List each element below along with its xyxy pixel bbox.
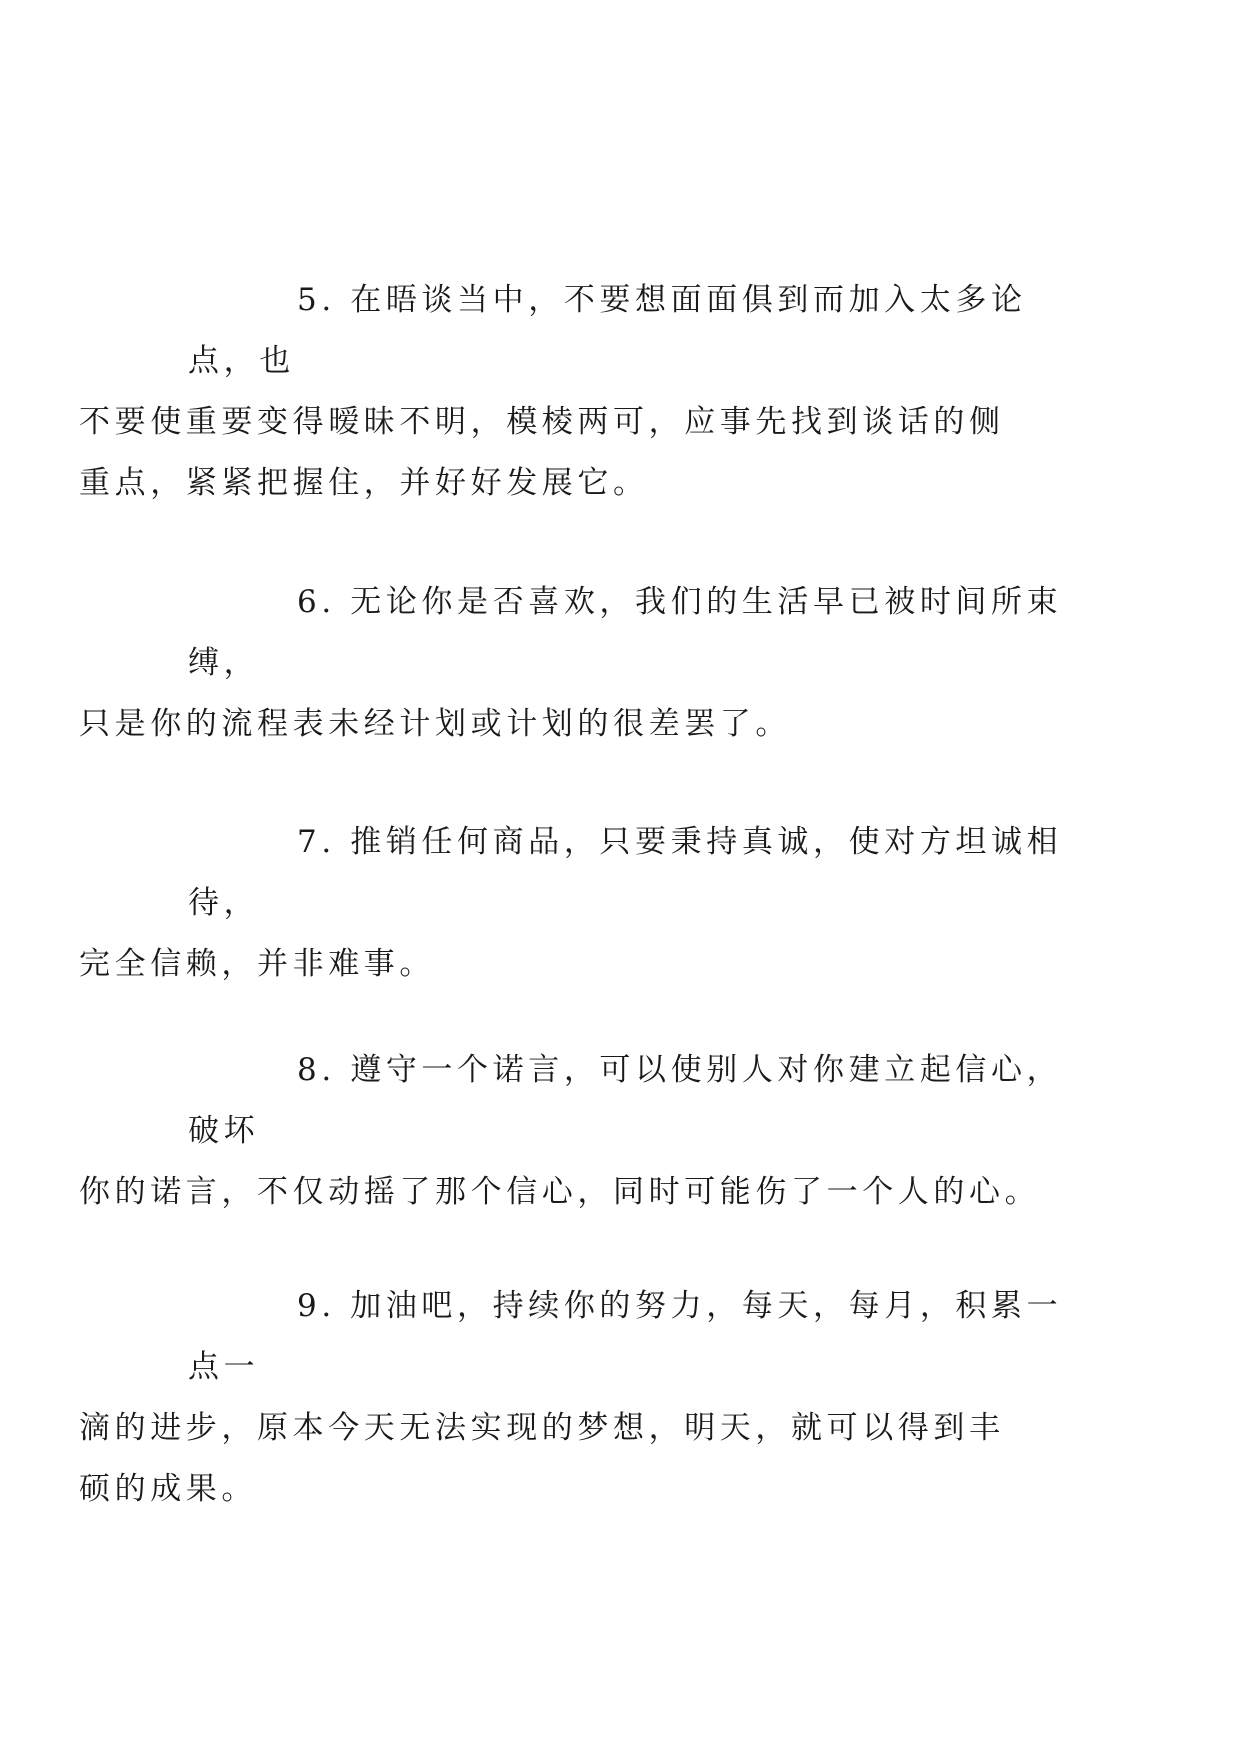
paragraph-line: 6. 无论你是否喜欢，我们的生活早已被时间所束缚，	[188, 584, 1063, 681]
paragraph-8	[79, 1040, 1068, 1223]
paragraph-9	[79, 1276, 1068, 1520]
paragraph-line: 你的诺言，不仅动摇了那个信心，同时可能伤了一个人的心。	[79, 1174, 1041, 1210]
paragraph-line: 8. 遵守一个诺言，可以使别人对你建立起信心，破坏	[188, 1052, 1063, 1149]
paragraph-line: 5. 在晤谈当中，不要想面面俱到而加入太多论点，也	[188, 282, 1027, 379]
paragraph-line: 只是你的流程表未经计划或计划的很差罢了。	[79, 706, 791, 742]
paragraph-line: 7. 推销任何商品，只要秉持真诚，使对方坦诚相待，	[188, 824, 1063, 921]
paragraph-line: 9. 加油吧，持续你的努力，每天，每月，积累一点一	[188, 1288, 1063, 1385]
paragraph-line: 完全信赖，并非难事。	[79, 946, 435, 982]
paragraph-6	[79, 572, 1068, 755]
paragraph-line: 重点，紧紧把握住，并好好发展它。	[79, 465, 649, 501]
paragraph-5	[79, 270, 1068, 514]
paragraph-line: 滴的进步，原本今天无法实现的梦想，明天，就可以得到丰	[79, 1410, 1005, 1446]
paragraph-line: 不要使重要变得暧昧不明，模棱两可，应事先找到谈话的侧	[79, 404, 1005, 440]
paragraph-line: 硕的成果。	[79, 1471, 257, 1507]
paragraph-7	[79, 812, 1068, 995]
